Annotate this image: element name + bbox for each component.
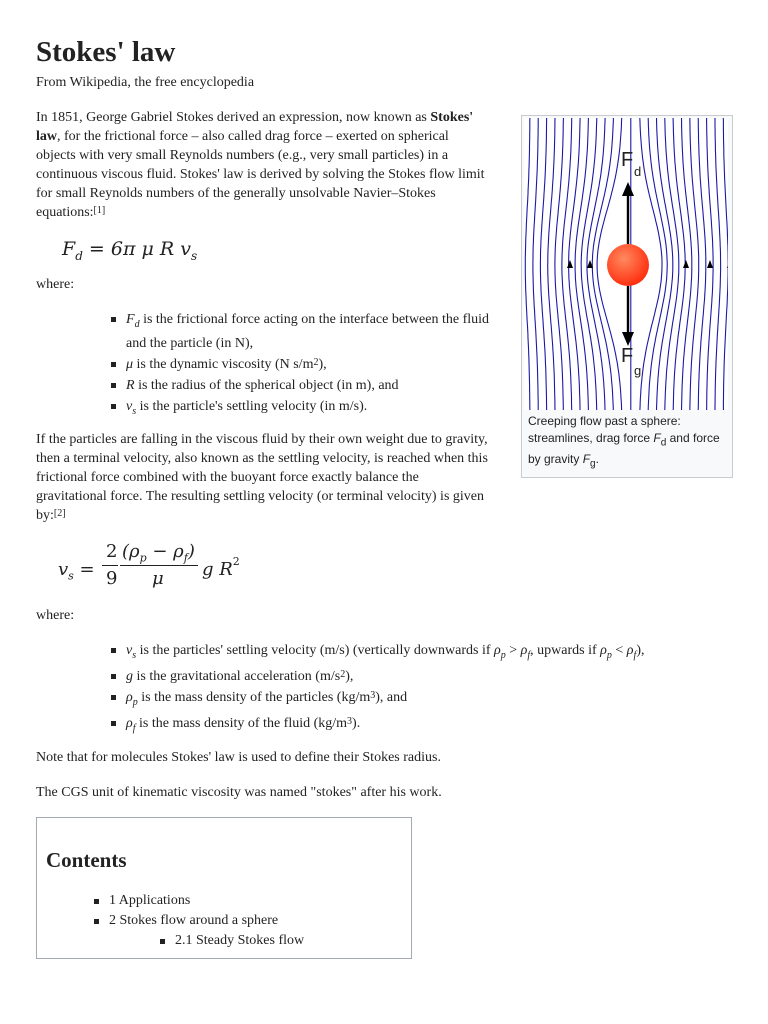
toc-sublist <box>157 931 304 951</box>
list-item <box>108 310 498 353</box>
var-desc: is the frictional force acting on the interface between the fluid and the particle (in N), <box>126 312 490 351</box>
intro-bold[interactable]: Stokes' law <box>36 110 474 144</box>
streamline <box>657 118 673 410</box>
figure-caption <box>522 410 732 476</box>
drag-force-arrowhead <box>622 182 634 196</box>
gravity-force-arrowhead <box>622 332 634 346</box>
streamline <box>548 118 555 410</box>
settling-text: If the particles are falling in the viscous fluid by their own weight due to gravity, then a terminal velocity, also known as the settling velocity, is reached when this frictional force combined with the buoyant force exactly balance the gravitational force. The resulting settling velocity (or terminal velocity) is given by: <box>36 432 488 523</box>
note-paragraph: Note that for molecules Stokes' law is used to define their Stokes radius. <box>36 750 441 765</box>
page-subtitle: From Wikipedia, the free encyclopedia <box>36 75 255 90</box>
var-tail: ), and <box>375 689 408 705</box>
toc-item-stokes-flow[interactable]: 2 Stokes flow around a sphere <box>91 911 278 931</box>
drag-force-formula: $F_d = 6\pi$ μ R $v_s$ <box>62 238 198 263</box>
intro-text-2: , for the frictional force – also called drag force – exerted on spherical objects with very small Reynolds numbers (e.g., very small particles) in a continuous viscous fluid. Stokes' law is derived by solving the Stokes flow limit for small Reynolds numbers of the generally unsolvable Navier–Stokes equations: <box>36 129 485 220</box>
caption-text-1: Creeping flow past a sphere: streamlines, drag force <box>528 414 681 445</box>
var-desc: is the mass density of the fluid (kg/m <box>139 715 348 731</box>
intro-text-1: In 1851, George Gabriel Stokes derived an expression, now known as <box>36 110 431 125</box>
streamline <box>715 118 721 410</box>
page-title: Stokes' law <box>36 36 176 68</box>
figure-box <box>521 115 733 478</box>
settling-paragraph <box>36 430 492 525</box>
caption-fg-sub: g <box>590 458 596 470</box>
list-item <box>108 355 498 374</box>
reference-2[interactable]: [2] <box>53 508 66 519</box>
streamline <box>723 118 728 410</box>
fg-label-sub: g <box>634 363 642 378</box>
streamline <box>648 118 667 410</box>
var-symbol: F <box>126 312 135 327</box>
var-desc: is the particle's settling velocity (in m/s). <box>136 398 368 414</box>
list-item: $\rho_f$ is the mass density of the fluid $(kg/m^3)$. <box>108 714 748 738</box>
streamline <box>540 118 546 410</box>
streamline <box>533 118 538 410</box>
caption-end: . <box>595 452 599 467</box>
toc-item-steady-stokes-flow[interactable]: 2.1 Steady Stokes flow <box>157 931 304 951</box>
var-desc: is the dynamic viscosity (N s/m <box>133 356 314 372</box>
var-symbol: v <box>126 398 133 414</box>
var-sup: 2 <box>313 356 319 368</box>
flow-arrowhead <box>567 260 573 268</box>
list-item: $v_s$ is the particles' settling velocity (m/s) (vertically downwards if $\rho_p > \rho_f$, upwards if $\rho_p < \rho_f$), <box>108 641 748 665</box>
stokes-flow-diagram <box>524 118 728 410</box>
reference-1[interactable]: [1] <box>93 205 106 216</box>
var-symbol: μ <box>126 356 134 372</box>
toc-item-applications[interactable]: 1 Applications <box>91 891 278 911</box>
var-symbol: R <box>126 377 135 393</box>
streamline <box>698 118 706 410</box>
var-tail: ). <box>352 715 361 731</box>
var-subscript: d <box>134 318 140 330</box>
var-desc: is the particles' settling velocity (m/s) (vertically downwards if <box>139 643 491 658</box>
sphere <box>607 244 649 286</box>
variable-list-1 <box>108 310 498 423</box>
list-item: g is the gravitational acceleration $(m/s^2)$, <box>108 667 748 686</box>
toc-list <box>91 891 278 931</box>
caption-fd: F <box>653 431 661 445</box>
var-tail: ), <box>318 356 327 372</box>
fd-label: F <box>621 149 634 171</box>
list-item: $\rho_p$ is the mass density of the particles $(kg/m^3)$, and <box>108 688 748 712</box>
toc-heading: Contents <box>46 848 127 872</box>
where-label-1: where: <box>36 277 75 292</box>
settling-velocity-formula: $v_s$ = 2 9 $(\rho_p - \rho_f)$ μ g $R^2$ <box>58 541 240 589</box>
cgs-paragraph: The CGS unit of kinematic viscosity was named "stokes" after his work. <box>36 785 442 800</box>
var-desc: is the mass density of the particles (kg/m <box>141 689 371 705</box>
streamline <box>690 118 699 410</box>
table-of-contents <box>36 817 412 959</box>
streamline <box>525 118 530 410</box>
caption-fg: F <box>582 452 591 467</box>
flow-arrowhead <box>683 260 689 268</box>
flow-arrowhead <box>707 260 713 268</box>
where-label-2: where: <box>36 608 75 623</box>
var-subscript: s <box>132 405 137 417</box>
variable-list-2 <box>108 641 748 739</box>
list-item <box>108 397 498 421</box>
intro-paragraph <box>36 108 488 222</box>
caption-fd-sub: d <box>660 437 667 449</box>
fd-label-sub: d <box>634 164 642 179</box>
fg-label: F <box>621 345 634 367</box>
var-desc: is the gravitational acceleration (m/s <box>136 668 341 684</box>
var-desc: is the radius of the spherical object (in m), and <box>134 377 399 393</box>
list-item <box>108 376 498 395</box>
caption-text-2: and force by gravity <box>528 431 720 467</box>
